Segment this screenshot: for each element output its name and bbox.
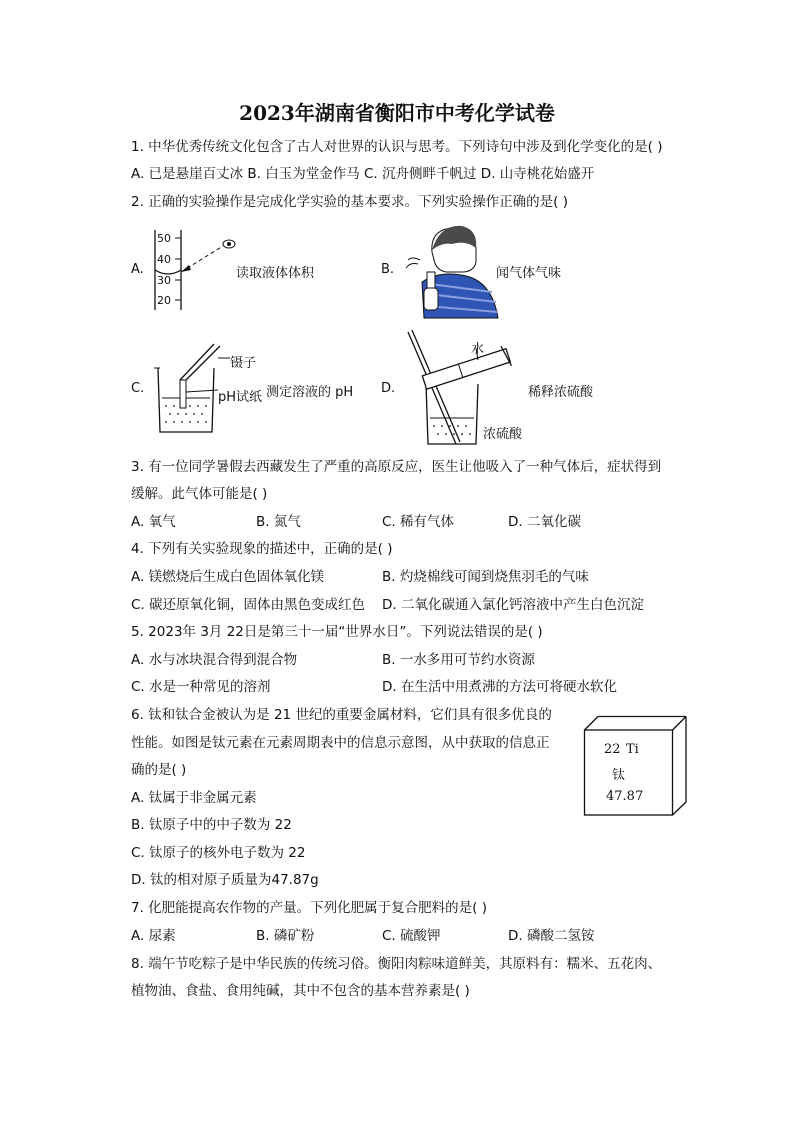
question-6-stem-line2: 性能。如图是钛元素在元素周期表中的信息示意图，从中获取的信息正 xyxy=(131,735,550,751)
tweezers-label: 镊子 xyxy=(230,356,257,371)
page-title: 2023年湖南省衡阳市中考化学试卷 xyxy=(239,101,555,125)
option-c-caption: 测定溶液的 pH xyxy=(266,385,354,400)
question-4-option-c: C. 碳还原氧化铜，固体由黑色变成红色 xyxy=(131,597,366,613)
tick-label: 40 xyxy=(157,253,171,266)
question-7-option-b: B. 磷矿粉 xyxy=(256,928,315,944)
periodic-element-box xyxy=(584,716,687,815)
question-7-stem: 7. 化肥能提高农作物的产量。下列化肥属于复合肥料的是( ) xyxy=(131,900,487,916)
question-4-option-a: A. 镁燃烧后生成白色固体氧化镁 xyxy=(131,569,325,585)
question-3-option-c: C. 稀有气体 xyxy=(382,514,455,530)
option-b-caption: 闻气体气味 xyxy=(496,266,562,281)
question-1-stem: 1. 中华优秀传统文化包含了古人对世界的认识与思考。下列诗句中涉及到化学变化的是( ) xyxy=(131,139,663,155)
question-3-option-a: A. 氧气 xyxy=(131,514,176,530)
option-a-caption: 读取液体体积 xyxy=(236,266,315,281)
question-6-stem-line1: 6. 钛和钛合金被认为是 21 世纪的重要金属材料，它们具有很多优良的 xyxy=(131,707,552,723)
question-6-option-a: A. 钛属于非金属元素 xyxy=(131,790,257,806)
tick-label: 30 xyxy=(157,274,171,287)
question-6-option-d: D. 钛的相对原子质量为47.87g xyxy=(131,872,319,888)
atomic-mass: 47.87 xyxy=(606,789,644,804)
question-3-option-b: B. 氮气 xyxy=(256,514,301,530)
question-5-stem: 5. 2023年 3月 22日是第三十一届“世界水日”。下列说法错误的是( ) xyxy=(131,624,543,640)
question-5-option-a: A. 水与冰块混合得到混合物 xyxy=(131,652,298,668)
question-7-option-d: D. 磷酸二氢铵 xyxy=(508,928,595,944)
option-c-label: C. xyxy=(131,381,145,396)
question-3-stem-line2: 缓解。此气体可能是( ) xyxy=(131,486,268,502)
question-7-option-a: A. 尿素 xyxy=(131,928,176,944)
element-name: 钛 xyxy=(612,768,626,783)
tick-label: 50 xyxy=(157,232,171,245)
water-label: 水 xyxy=(471,342,485,357)
option-b-label: B. xyxy=(381,262,395,277)
question-4-option-b: B. 灼烧棉线可闻到烧焦羽毛的气味 xyxy=(382,569,589,585)
atomic-number: 22 xyxy=(604,742,621,757)
ph-paper-label: pH试纸 xyxy=(218,390,263,405)
question-5-option-c: C. 水是一种常见的溶剂 xyxy=(131,679,271,695)
question-4-stem: 4. 下列有关实验现象的描述中，正确的是( ) xyxy=(131,541,393,557)
student-smelling-figure xyxy=(400,222,500,322)
element-box-outline xyxy=(584,716,694,820)
question-1-options: A. 已是悬崖百丈冰 B. 白玉为堂金作马 C. 沉舟侧畔千帆过 D. 山寺桃花始盛开 xyxy=(131,166,595,182)
tick-label: 20 xyxy=(157,294,171,307)
acid-label: 浓硫酸 xyxy=(483,427,523,442)
question-6-option-b: B. 钛原子中的中子数为 22 xyxy=(131,817,292,833)
question-7-option-c: C. 硫酸钾 xyxy=(382,928,441,944)
question-5-option-b: B. 一水多用可节约水资源 xyxy=(382,652,535,668)
question-4-option-d: D. 二氧化碳通入氯化钙溶液中产生白色沉淀 xyxy=(382,597,644,613)
option-d-caption: 稀释浓硫酸 xyxy=(528,385,594,400)
question-6-option-c: C. 钛原子的核外电子数为 22 xyxy=(131,845,306,861)
question-6-stem-line3: 确的是( ) xyxy=(131,762,187,778)
option-d-label: D. xyxy=(381,381,396,396)
question-3-stem-line1: 3. 有一位同学暑假去西藏发生了严重的高原反应，医生让他吸入了一种气体后，症状得到 xyxy=(131,459,662,475)
question-5-option-d: D. 在生活中用煮沸的方法可将硬水软化 xyxy=(382,679,617,695)
question-2-stem: 2. 正确的实验操作是完成化学实验的基本要求。下列实验操作正确的是( ) xyxy=(131,194,568,210)
question-3-option-d: D. 二氧化碳 xyxy=(508,514,581,530)
option-a-label: A. xyxy=(131,262,144,277)
element-symbol: Ti xyxy=(626,742,639,757)
question-8-stem-line2: 植物油、食盐、食用纯碱，其中不包含的基本营养素是( ) xyxy=(131,983,470,999)
question-8-stem-line1: 8. 端午节吃粽子是中华民族的传统习俗。衡阳肉粽味道鲜美，其原料有：糯米、五花肉、 xyxy=(131,956,662,972)
